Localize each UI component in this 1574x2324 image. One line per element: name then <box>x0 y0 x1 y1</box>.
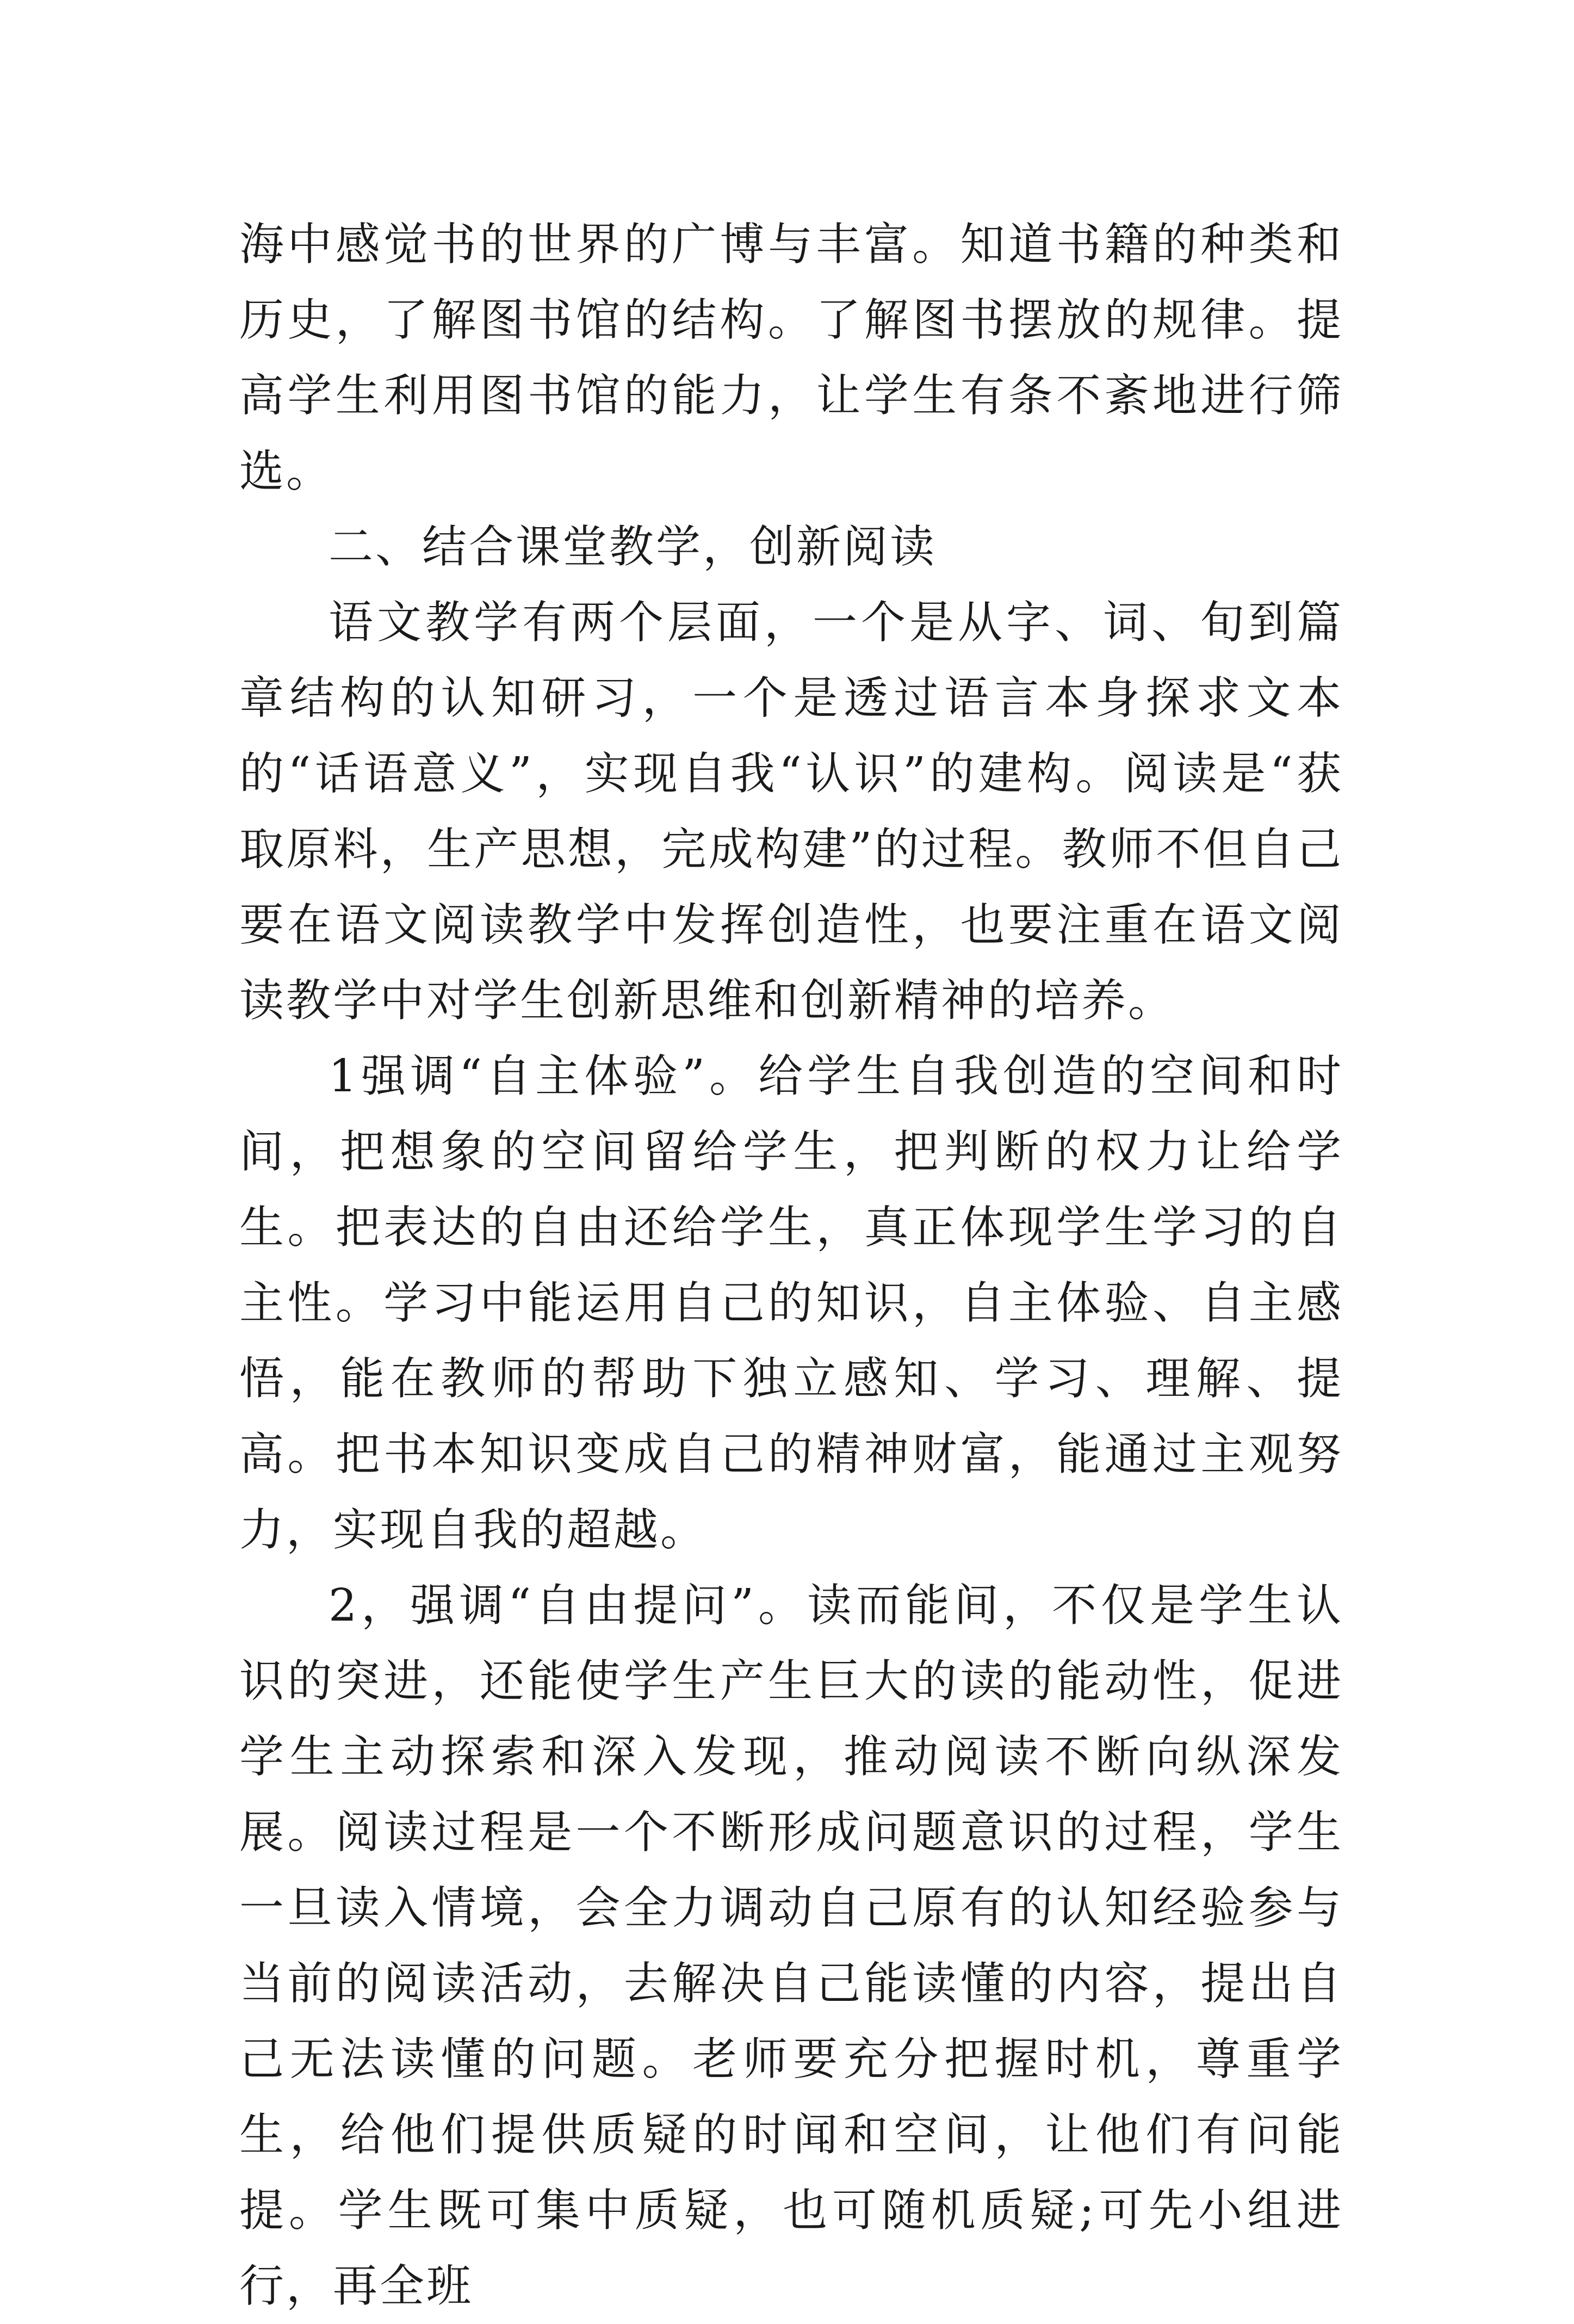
paragraph: 语文教学有两个层面，一个是从字、词、旬到篇章结构的认知研习，一个是透过语言本身探求文本的“话语意义”，实现自我“认识”的建构。阅读是“获取原料，生产思想，完成构建”的过程。教师不但自己要在语文阅读教学中发挥创造性，也要注重在语文阅读教学中对学生创新思维和创新精神的培养。 <box>239 597 1343 1027</box>
paragraph: 1强调“自主体验”。给学生自我创造的空间和时间，把想象的空间留给学生，把判断的权力让给学生。把表达的自由还给学生，真正体现学生学习的自主性。学习中能运用自己的知识，自主体验、自主感悟，能在教师的帮助下独立感知、学习、理解、提高。把书本知识变成自己的精神财富，能通过主观努力，实现自我的超越。 <box>239 1050 1343 1556</box>
paragraph: 2，强调“自由提问”。读而能间，不仅是学生认识的突进，还能使学生产生巨大的读的能动性，促进学生主动探索和深入发现，推动阅读不断向纵深发展。阅读过程是一个不断形成问题意识的过程，学生一旦读入情境，会全力调动自己原有的认知经验参与当前的阅读活动，去解决自己能读懂的内容，提出自己无法读懂的问题。老师要充分把握时机，尊重学生，给他们提供质疑的时闻和空间，让他们有问能提。学生既可集中质疑，也可随机质疑;可先小组进行，再全班 <box>239 1580 1343 2312</box>
body-text <box>239 207 1343 2324</box>
section-heading: 二、结合课堂教学，创新阅读 <box>329 521 937 573</box>
paragraph-continuation: 海中感觉书的世界的广博与丰富。知道书籍的种类和历史，了解图书馆的结构。了解图书摆放的规律。提高学生利用图书馆的能力，让学生有条不紊地进行筛选。 <box>239 219 1343 497</box>
